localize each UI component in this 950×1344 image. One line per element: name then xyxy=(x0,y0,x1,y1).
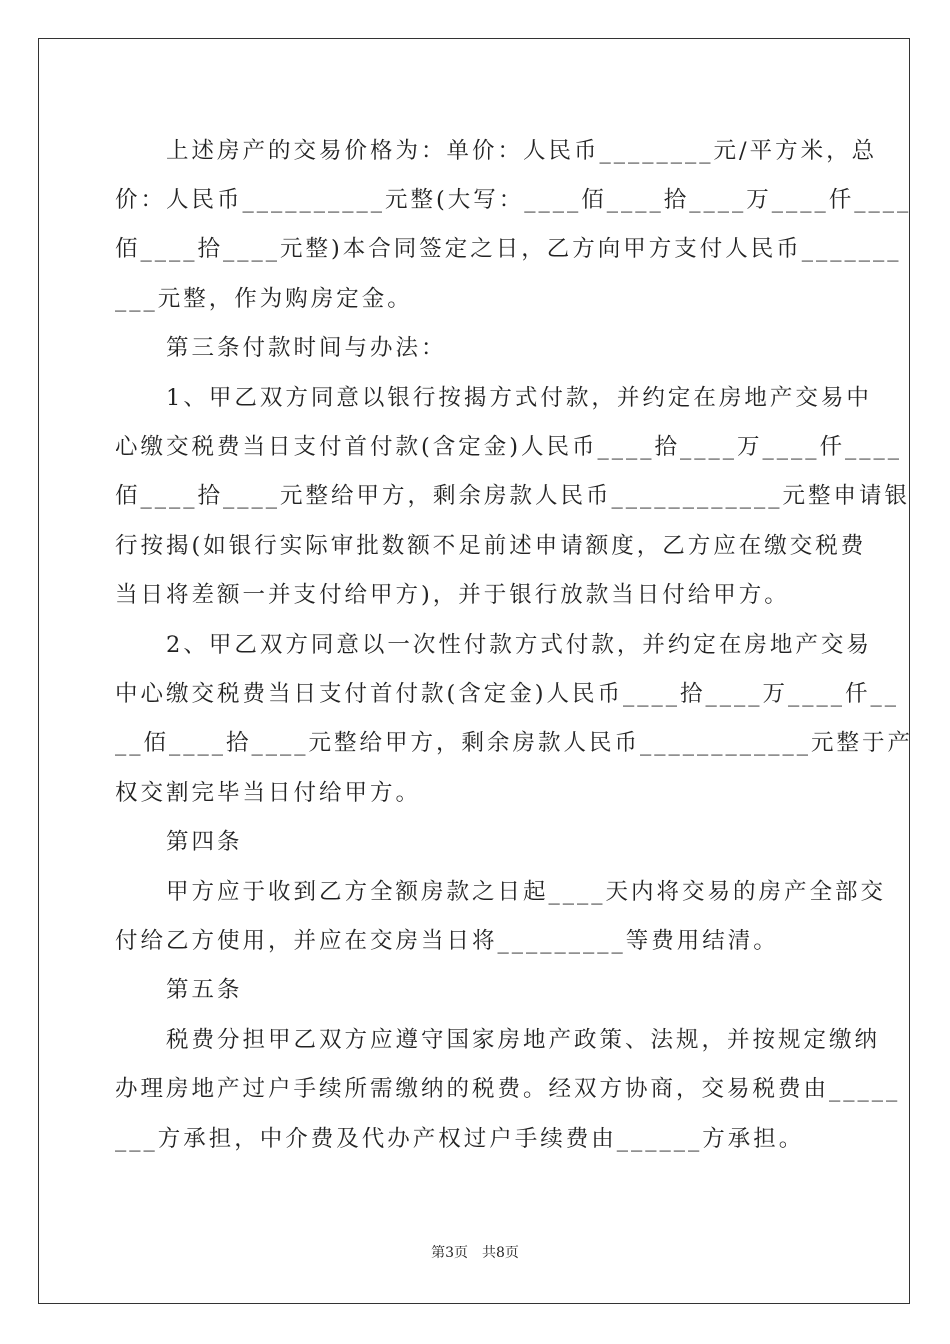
paragraph-line: 1、甲乙双方同意以银行按揭方式付款，并约定在房地产交易中 xyxy=(115,385,872,411)
paragraph-line: ___方承担，中介费及代办产权过户手续费由______方承担。 xyxy=(115,1126,805,1152)
section-heading: 第四条 xyxy=(115,829,243,855)
paragraph-line: 办理房地产过户手续所需缴纳的税费。经双方协商，交易税费由_____ xyxy=(115,1076,901,1102)
paragraph-line: 付给乙方使用，并应在交房当日将_________等费用结清。 xyxy=(115,928,779,954)
section-heading: 第三条付款时间与办法： xyxy=(115,335,447,361)
page-number-footer: 第3页 共8页 xyxy=(431,1245,519,1261)
paragraph-line: 佰____拾____元整给甲方，剩余房款人民币____________元整申请银 xyxy=(115,483,911,509)
paragraph-line: 权交割完毕当日付给甲方。 xyxy=(115,780,422,806)
paragraph-line: 当日将差额一并支付给甲方)，并于银行放款当日付给甲方。 xyxy=(115,582,790,608)
paragraph-line: 甲方应于收到乙方全额房款之日起____天内将交易的房产全部交 xyxy=(115,879,887,905)
paragraph-line: ___元整，作为购房定金。 xyxy=(115,286,413,312)
paragraph-line: __佰____拾____元整给甲方，剩余房款人民币____________元整于产 xyxy=(115,730,914,756)
page-border xyxy=(38,38,914,1304)
paragraph-line: 价：人民币__________元整(大写：____佰____拾____万____仟____ xyxy=(115,187,912,213)
paragraph-line: 行按揭(如银行实际审批数额不足前述申请额度，乙方应在缴交税费 xyxy=(115,533,867,559)
section-heading: 第五条 xyxy=(115,977,243,1003)
paragraph-line: 佰____拾____元整)本合同签定之日，乙方向甲方支付人民币_______ xyxy=(115,236,902,262)
paragraph-line: 中心缴交税费当日支付首付款(含定金)人民币____拾____万____仟__ xyxy=(115,681,900,707)
paragraph-line: 2、甲乙双方同意以一次性付款方式付款，并约定在房地产交易 xyxy=(115,632,872,658)
paragraph-line: 上述房产的交易价格为：单价：人民币________元/平方米，总 xyxy=(115,138,878,164)
paragraph-line: 心缴交税费当日支付首付款(含定金)人民币____拾____万____仟____ xyxy=(115,434,903,460)
paragraph-line: 税费分担甲乙双方应遵守国家房地产政策、法规，并按规定缴纳 xyxy=(115,1027,881,1053)
